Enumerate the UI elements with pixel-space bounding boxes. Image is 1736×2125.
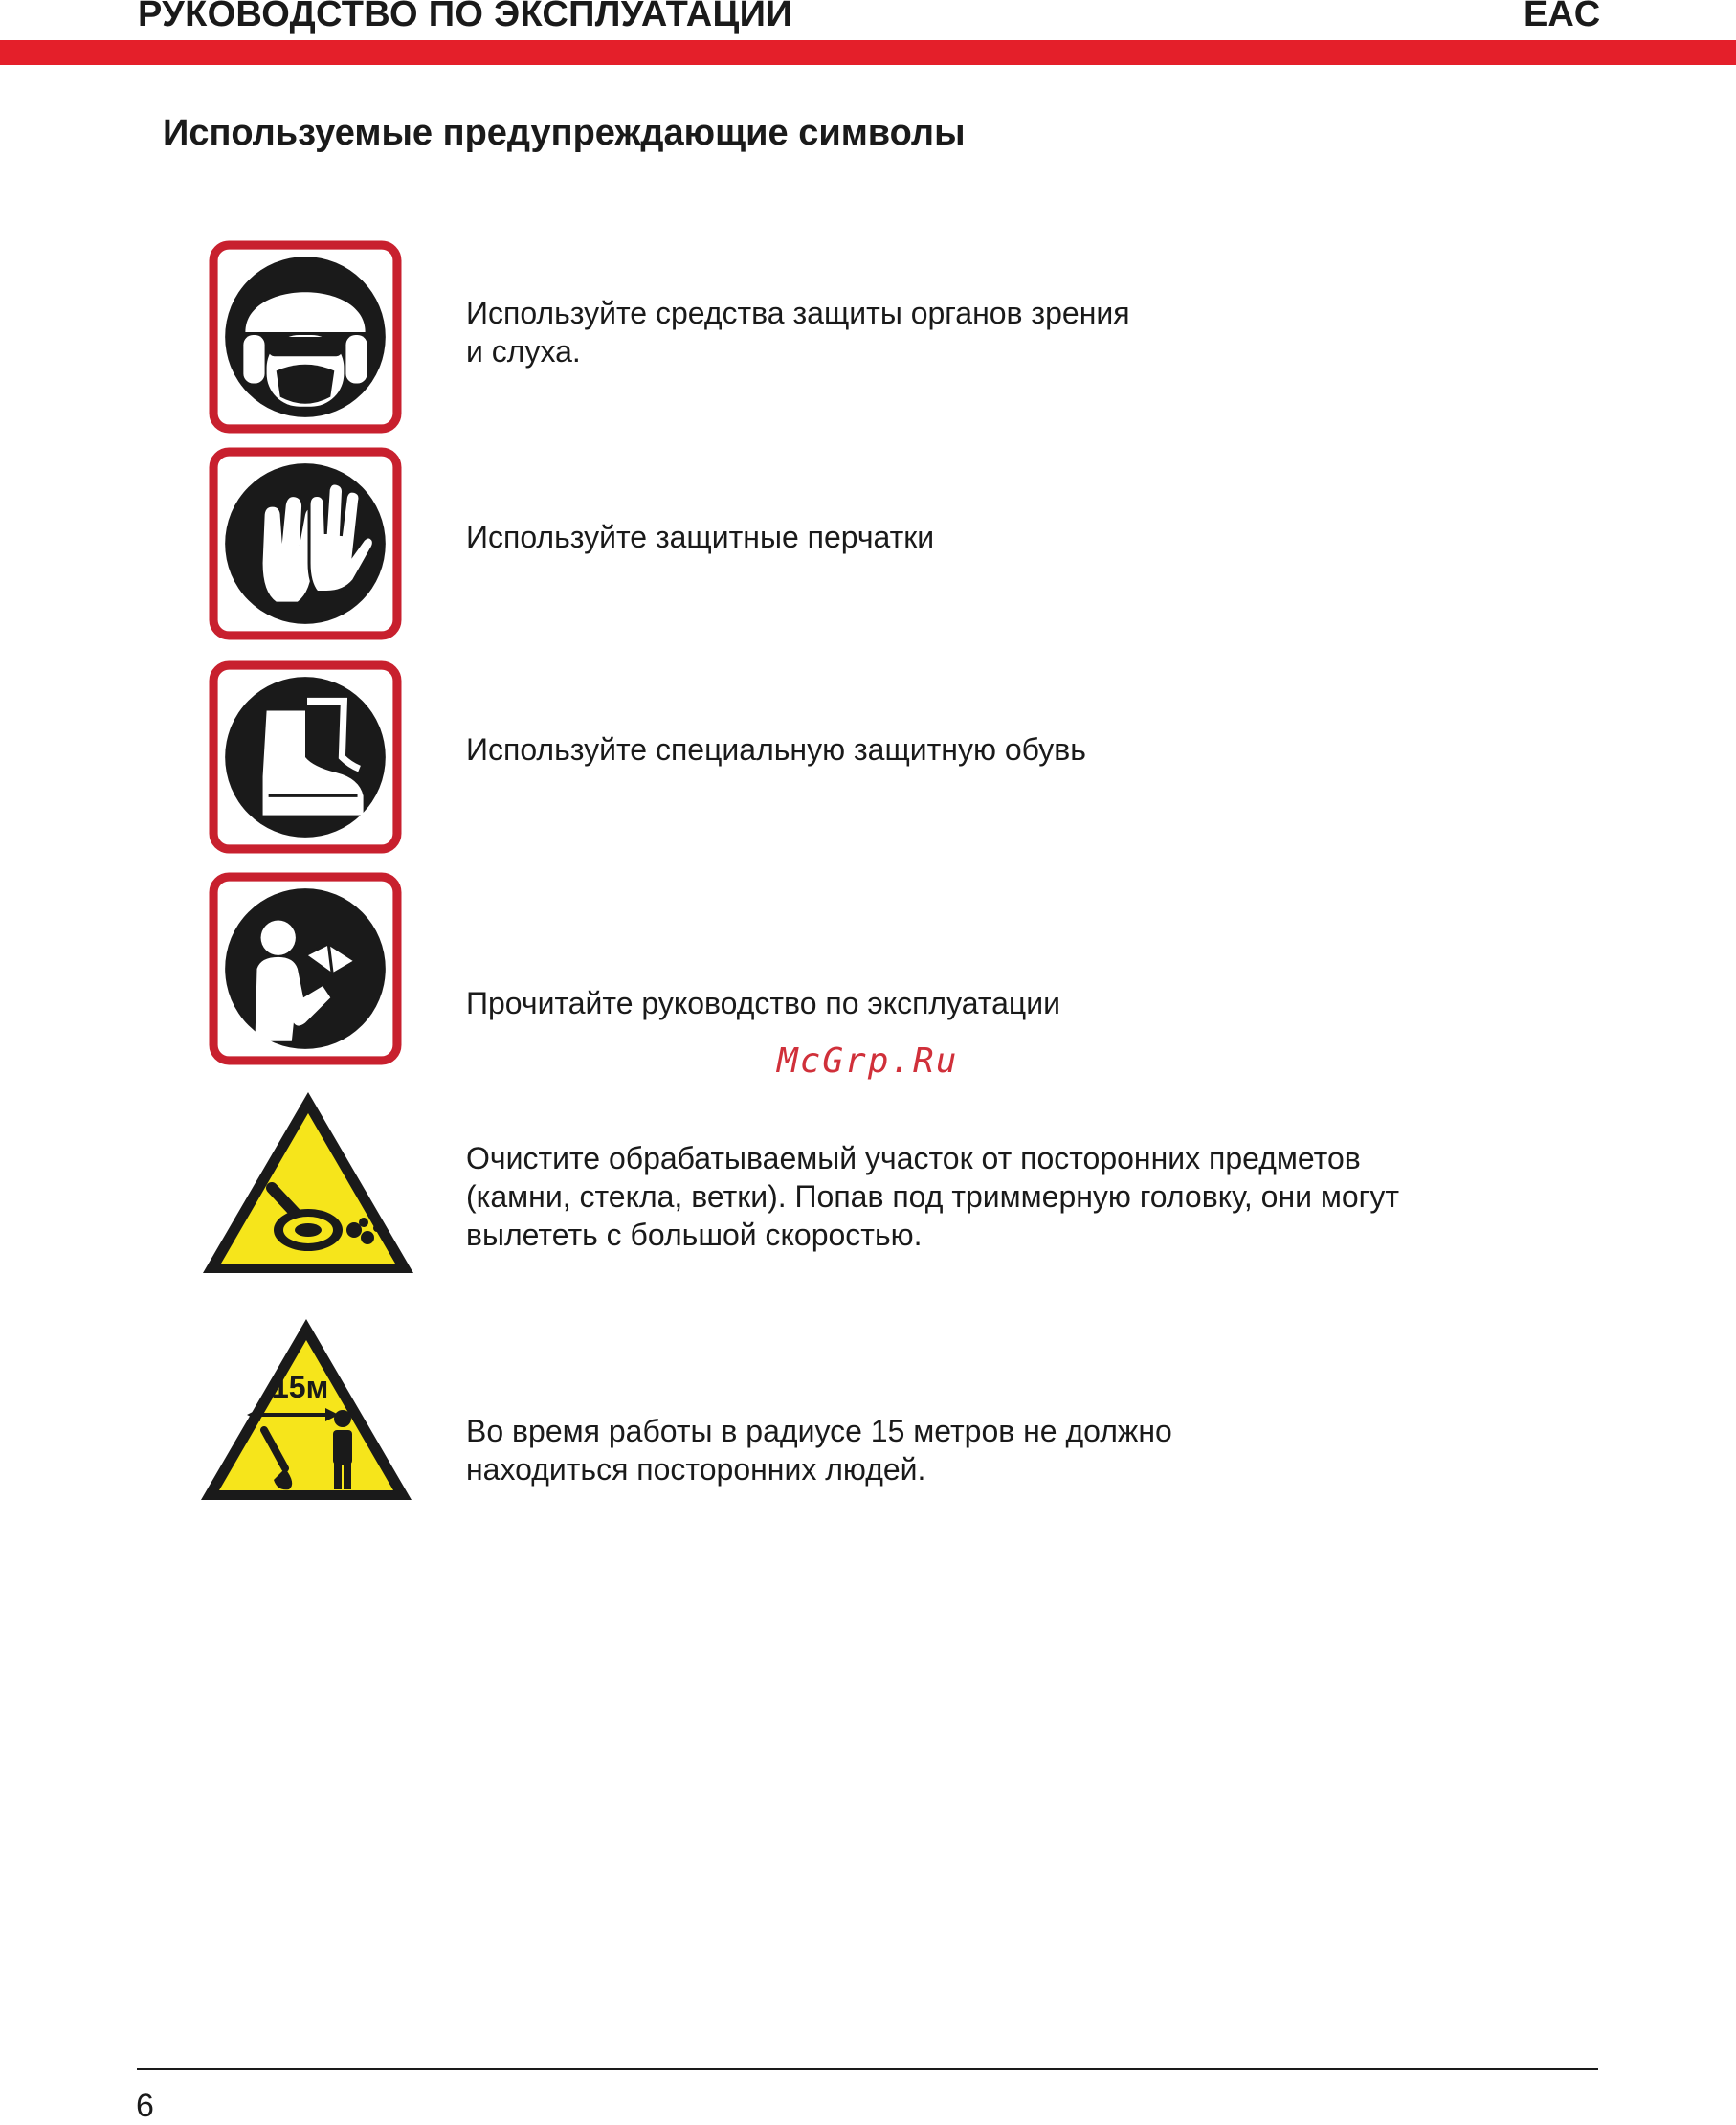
symbol-line: (камни, стекла, ветки). Попав под триммерную головку, они могут (466, 1179, 1399, 1214)
gloves-icon (209, 447, 402, 640)
symbol-line: Используйте средства защиты органов зрения (466, 296, 1130, 330)
symbol-line: Прочитайте руководство по эксплуатации (466, 986, 1060, 1020)
watermark: McGrp.Ru (777, 1041, 959, 1081)
symbol-text-4 (466, 984, 1060, 1022)
eac-mark: EAC (1524, 0, 1601, 34)
symbol-text-5 (466, 1139, 1399, 1254)
head-protection-icon (209, 240, 402, 434)
symbol-line: Во время работы в радиусе 15 метров не должно (466, 1414, 1172, 1448)
section-title: Используемые предупреждающие символы (163, 113, 966, 153)
read-manual-icon (209, 872, 402, 1065)
symbol-line: Используйте защитные перчатки (466, 520, 935, 554)
keep-distance-warning-icon (197, 1315, 415, 1507)
symbol-line: Используйте специальную защитную обувь (466, 732, 1086, 767)
symbol-text-6 (466, 1412, 1172, 1488)
header-title: РУКОВОДСТВО ПО ЭКСПЛУАТАЦИИ (138, 0, 792, 34)
symbol-line: и слуха. (466, 334, 581, 369)
boots-icon (209, 660, 402, 854)
symbol-line: находиться посторонних людей. (466, 1452, 926, 1487)
header-accent-bar (0, 40, 1736, 65)
distance-label: 15м (272, 1370, 329, 1404)
flying-debris-warning-icon (199, 1088, 417, 1280)
symbol-text-1 (466, 294, 1130, 370)
symbol-line: Очистите обрабатываемый участок от посторонних предметов (466, 1141, 1361, 1175)
symbol-text-3 (466, 730, 1086, 769)
page-number: 6 (136, 2088, 154, 2124)
symbol-line: вылететь с большой скоростью. (466, 1218, 923, 1252)
symbol-text-2 (466, 518, 934, 556)
footer-rule (137, 2068, 1598, 2070)
